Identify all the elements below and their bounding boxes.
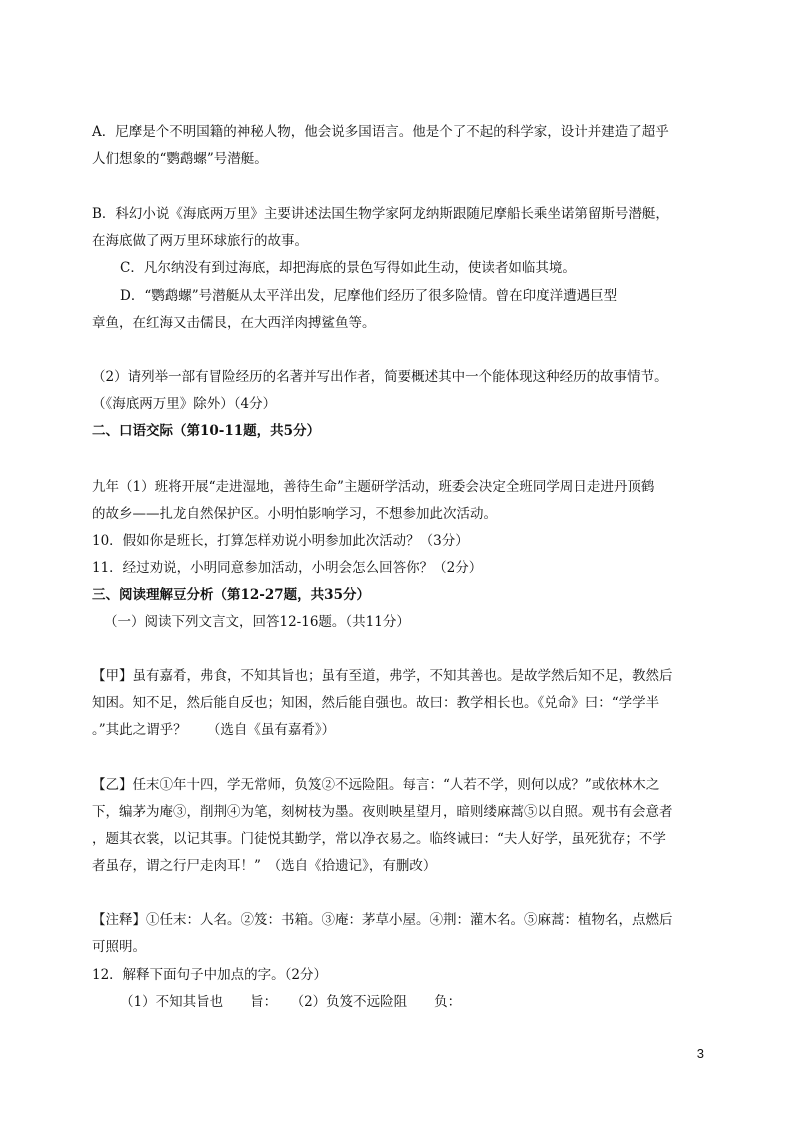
context-line-1: 九年（1）班将开展“走进湿地，善待生命”主题研学活动，班委会决定全班同学周日走进丹顶鹤 [92,479,655,495]
section-3-heading: 三、阅读理解豆分析（第12-27题，共35分） [92,587,370,603]
question-2-line-2: （《海底两万里》除外）（4分） [92,396,277,412]
passage-yi-line-4: 者虽存，谓之行尸走肉耳！” （选自《拾遗记》，有删改） [92,858,437,874]
option-b-line-2: 在海底做了两万里环球旅行的故事。 [92,233,308,249]
option-d-line-2: 章鱼，在红海又击儒艮，在大西洋肉搏鲨鱼等。 [92,315,376,331]
context-line-2: 的故乡——扎龙自然保护区。小明怕影响学习，不想参加此次活动。 [92,506,497,522]
passage-jia-line-2: 知困。知不足，然后能自反也；知困，然后能自强也。故曰：教学相长也。《兑命》曰：“学学半 [92,695,660,711]
passage-yi-line-2: 下，编茅为庵③，削荆④为笔，刻树枝为墨。夜则映星望月，暗则缕麻蒿⑤以自照。观书有会意者 [92,804,673,820]
page-number: 3 [696,1046,704,1061]
option-a-line-1: A．尼摩是个不明国籍的神秘人物，他会说多国语言。他是个了不起的科学家，设计并建造了超乎 [92,124,669,140]
question-12-items: （1）不知其旨也 旨： （2）负笈不远险阻 负： [120,994,462,1010]
passage-jia-line-3: 。”其此之谓乎？ （选自《虽有嘉肴》） [92,722,336,738]
question-10: 10．假如你是班长，打算怎样劝说小明参加此次活动？（3分） [92,533,469,549]
passage-yi-line-1: 【乙】任末①年十四，学无常师，负笈②不远险阻。每言：“人若不学，则何以成？”或依林木之 [92,777,660,793]
passage-yi-line-3: ，题其衣裳，以记其事。门徒悦其勤学，常以净衣易之。临终诫曰：“夫人好学，虽死犹存；不学 [92,831,666,847]
question-12: 12．解释下面句子中加点的字。（2分） [92,967,328,983]
option-b-line-1: B．科幻小说《海底两万里》主要讲述法国生物学家阿龙纳斯跟随尼摩船长乘坐诺第留斯号潜艇， [92,206,669,222]
option-d-line-1: D．“鹦鹉螺”号潜艇从太平洋出发，尼摩他们经历了很多险情。曾在印度洋遭遇巨型 [120,288,618,304]
subsection-1-heading: （一）阅读下列文言文，回答12-16题。（共11分） [104,614,410,630]
option-a-line-2: 人们想象的“鹦鹉螺”号潜艇。 [92,151,268,167]
question-2-line-1: （2）请列举一部有冒险经历的名著并写出作者，简要概述其中一个能体现这种经历的故事情节。 [92,369,668,385]
passage-jia-line-1: 【甲】虽有嘉肴，弗食，不知其旨也；虽有至道，弗学，不知其善也。是故学然后知不足，教然后 [92,668,673,684]
option-c-line: C．凡尔纳没有到过海底，却把海底的景色写得如此生动，使读者如临其境。 [120,260,576,276]
annotation-line-1: 【注释】①任末：人名。②笈：书箱。③庵：茅草小屋。④荆：灌木名。⑤麻蒿：植物名，点燃后 [92,912,673,928]
annotation-line-2: 可照明。 [92,939,146,955]
section-2-heading: 二、口语交际（第10-11题，共5分） [92,423,321,439]
question-11: 11．经过劝说，小明同意参加活动，小明会怎么回答你？（2分） [92,560,483,576]
